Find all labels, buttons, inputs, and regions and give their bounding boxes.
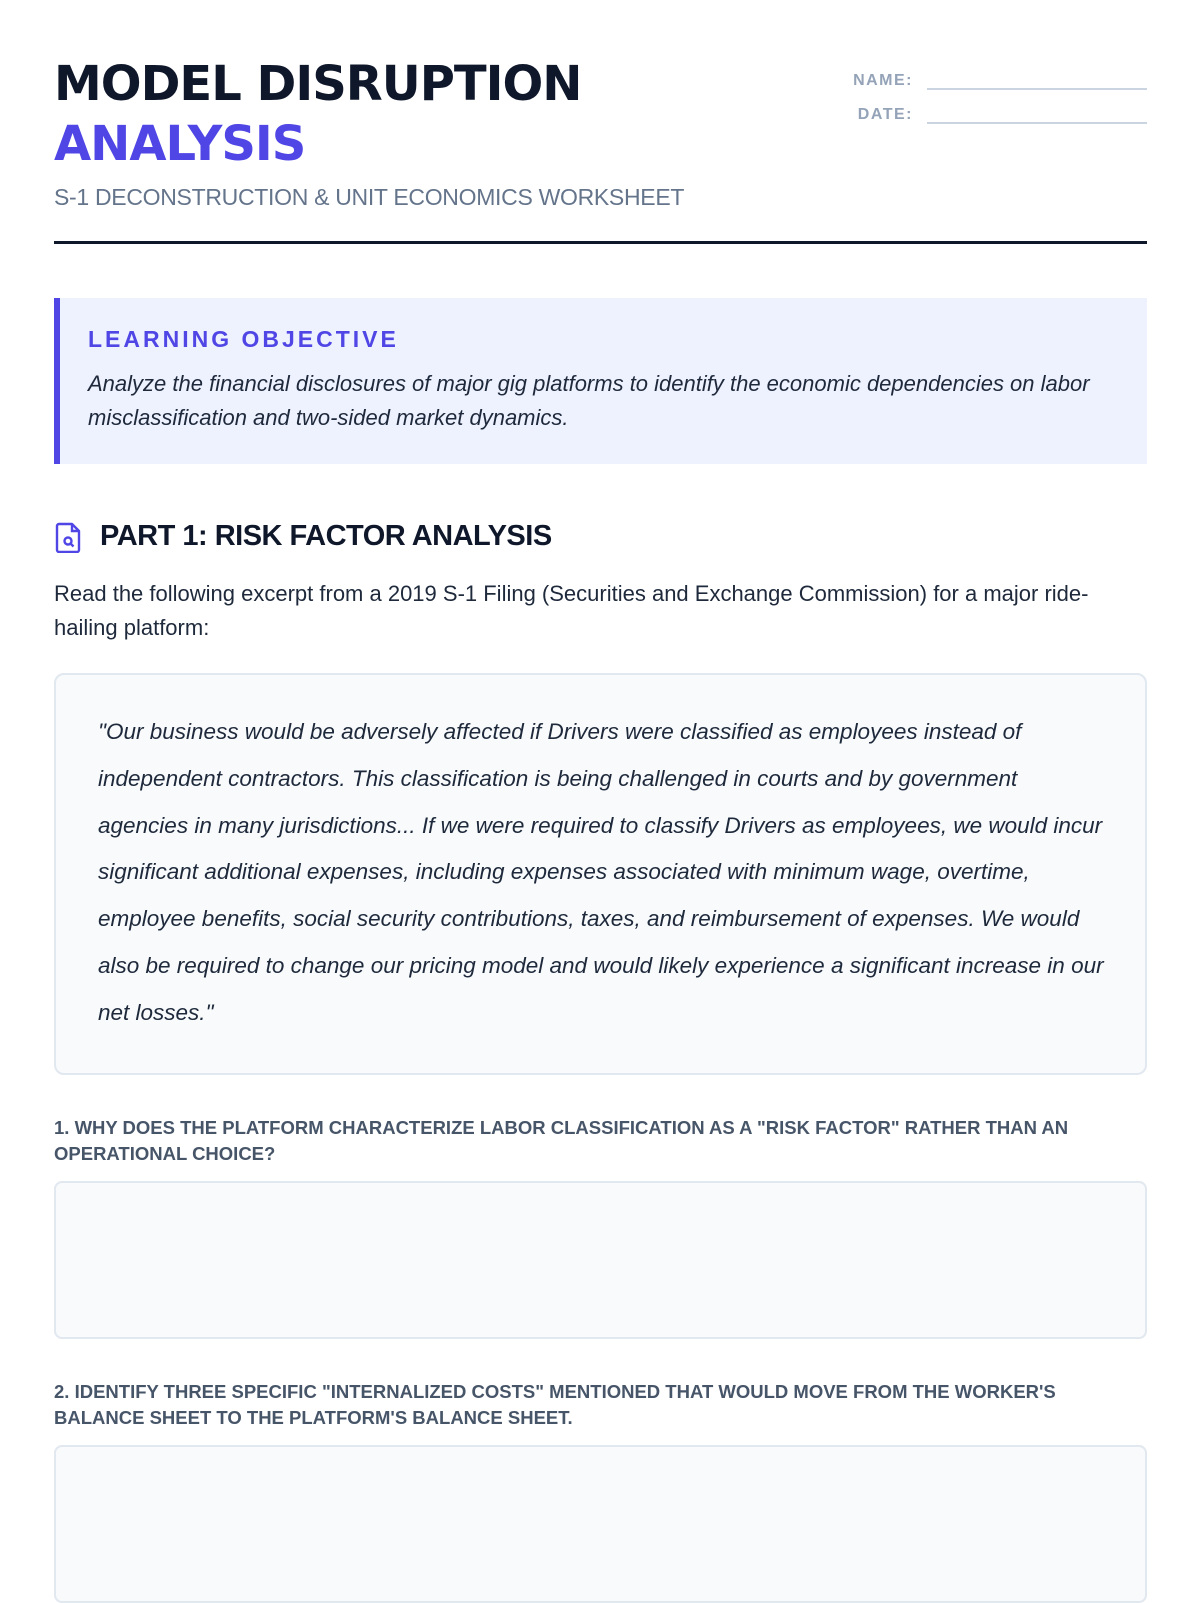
date-field[interactable] bbox=[927, 100, 1147, 124]
question-2: 2. IDENTIFY THREE SPECIFIC "INTERNALIZED COSTS" MENTIONED THAT WOULD MOVE FROM THE WORKER'S BALANCE SHEET TO THE PLATFORM'S BALANCE SHEET. bbox=[54, 1380, 1056, 1428]
part-1-intro: Read the following excerpt from a 2019 S-1 Filing (Securities and Exchange Commission) for a major ride-hailing platform: bbox=[54, 581, 1089, 640]
worksheet bbox=[54, 0, 1147, 1603]
name-label: NAME: bbox=[853, 72, 913, 89]
date-label: DATE: bbox=[857, 106, 913, 123]
subtitle: S-1 DECONSTRUCTION & UNIT ECONOMICS WORKSHEET bbox=[54, 184, 685, 210]
part-1-header bbox=[54, 520, 1147, 553]
title-line-1: MODEL DISRUPTION bbox=[54, 56, 582, 112]
answer-box-2[interactable] bbox=[54, 1445, 1147, 1603]
s1-excerpt-quote: "Our business would be adversely affected if Drivers were classified as employees instead of independent contractors. This classification is being challenged in courts and by government agencies in many jurisdictions... If we were required to classify Drivers as employees, we would incur significant additional expenses, including expenses associated with minimum wage, overtime, employee benefits, social security contributions, taxes, and reimbursement of expenses. We would also be required to change our pricing model and would likely experience a significant increase in our net losses." bbox=[54, 673, 1147, 1075]
part-1-heading: PART 1: RISK FACTOR ANALYSIS bbox=[100, 520, 552, 552]
answer-box-1[interactable] bbox=[54, 1181, 1147, 1339]
learning-objective bbox=[54, 298, 1147, 464]
question-1: 1. WHY DOES THE PLATFORM CHARACTERIZE LABOR CLASSIFICATION AS A "RISK FACTOR" RATHER THAN AN OPERATIONAL CHOICE? bbox=[54, 1116, 1069, 1164]
objective-text: Analyze the financial disclosures of major gig platforms to identify the economic dependencies on labor misclassification and two-sided market dynamics. bbox=[88, 371, 1090, 430]
objective-heading: LEARNING OBJECTIVE bbox=[88, 326, 399, 352]
title-line-2: ANALYSIS bbox=[54, 116, 306, 172]
student-fields bbox=[847, 56, 1147, 124]
file-search-icon bbox=[54, 521, 84, 553]
name-field[interactable] bbox=[927, 66, 1147, 90]
header bbox=[54, 0, 1147, 244]
